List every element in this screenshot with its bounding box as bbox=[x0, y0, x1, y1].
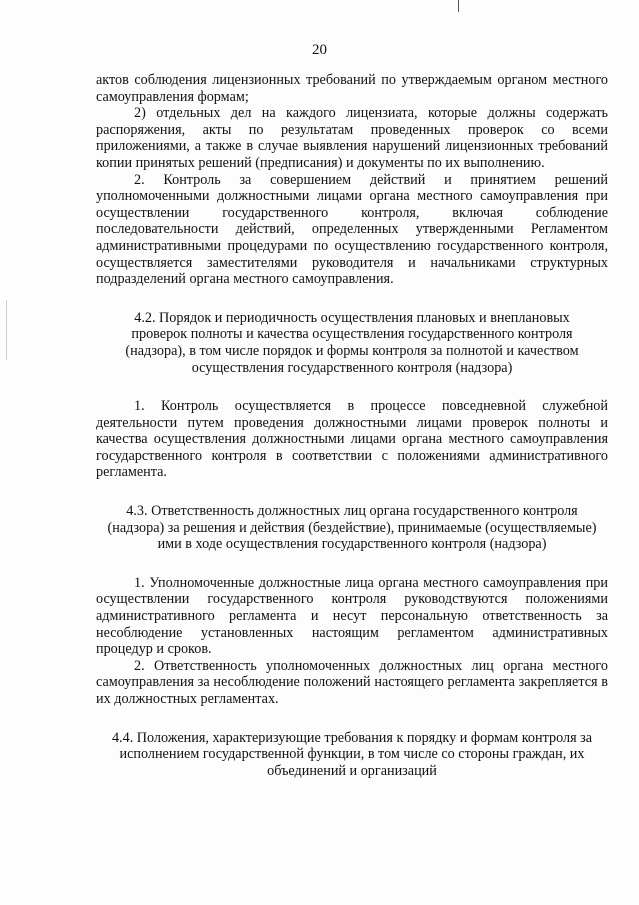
paragraph-continuation: актов соблюдения лицензионных требований по утверждаемым органом местного самоуправления формам; bbox=[96, 72, 608, 105]
document-body bbox=[96, 72, 608, 779]
section-4-2-paragraph-1: 1. Контроль осуществляется в процессе повседневной служебной деятельности путем проведения должностными лицами проверок полноты и качества осуществления должностными лицами органа местного самоуправления государственного контроля в соответствии с положениями административного регламента. bbox=[96, 398, 608, 481]
section-heading-4-2: 4.2. Порядок и периодичность осуществления плановых и внеплановых проверок полноты и качества осуществления государственного контроля (надзора), в том числе порядок и формы контроля за полнотой и качеством осуществления государственного контроля (надзора) bbox=[125, 309, 579, 376]
paragraph-control-2: 2. Контроль за совершением действий и принятием решений уполномоченными должностными лицами органа местного самоуправления при осуществлении государственного контроля, включая соблюдение последовательности действий, определенных утвержденными Регламентом административными процедурами по осуществлению государственного контроля, осуществляется заместителями руководителя и начальниками структурных подразделений органа местного самоуправления. bbox=[96, 171, 608, 288]
section-heading-4-4: 4.4. Положения, характеризующие требования к порядку и формам контроля за исполнением государственной функции, в том числе со стороны граждан, их объединений и организаций bbox=[111, 729, 593, 779]
paragraph-item-2: 2) отдельных дел на каждого лицензиата, которые должны содержать распоряжения, акты по результатам проведенных проверок со всеми приложениями, а также в случае выявления нарушений лицензионных требований копии принятых решений (предписания) и документы по их выполнению. bbox=[96, 105, 608, 171]
section-heading-4-3: 4.3. Ответственность должностных лиц органа государственного контроля (надзора) за решения и действия (бездействие), принимаемые (осуществляемые) ими в ходе осуществления государственного контроля (надзора) bbox=[107, 503, 597, 553]
section-4-3-paragraph-2: 2. Ответственность уполномоченных должностных лиц органа местного самоуправления за несоблюдение положений настоящего регламента закрепляется в их должностных регламентах. bbox=[96, 657, 608, 707]
page-number: 20 bbox=[312, 42, 327, 58]
section-4-3-paragraph-1: 1. Уполномоченные должностные лица органа местного самоуправления при осуществлении государственного контроля руководствуются положениями административного регламента и несут персональную ответственность за несоблюдение установленных настоящим регламентом административных процедур и сроков. bbox=[96, 574, 608, 658]
binding-mark bbox=[458, 0, 459, 12]
margin-mark bbox=[6, 300, 7, 360]
